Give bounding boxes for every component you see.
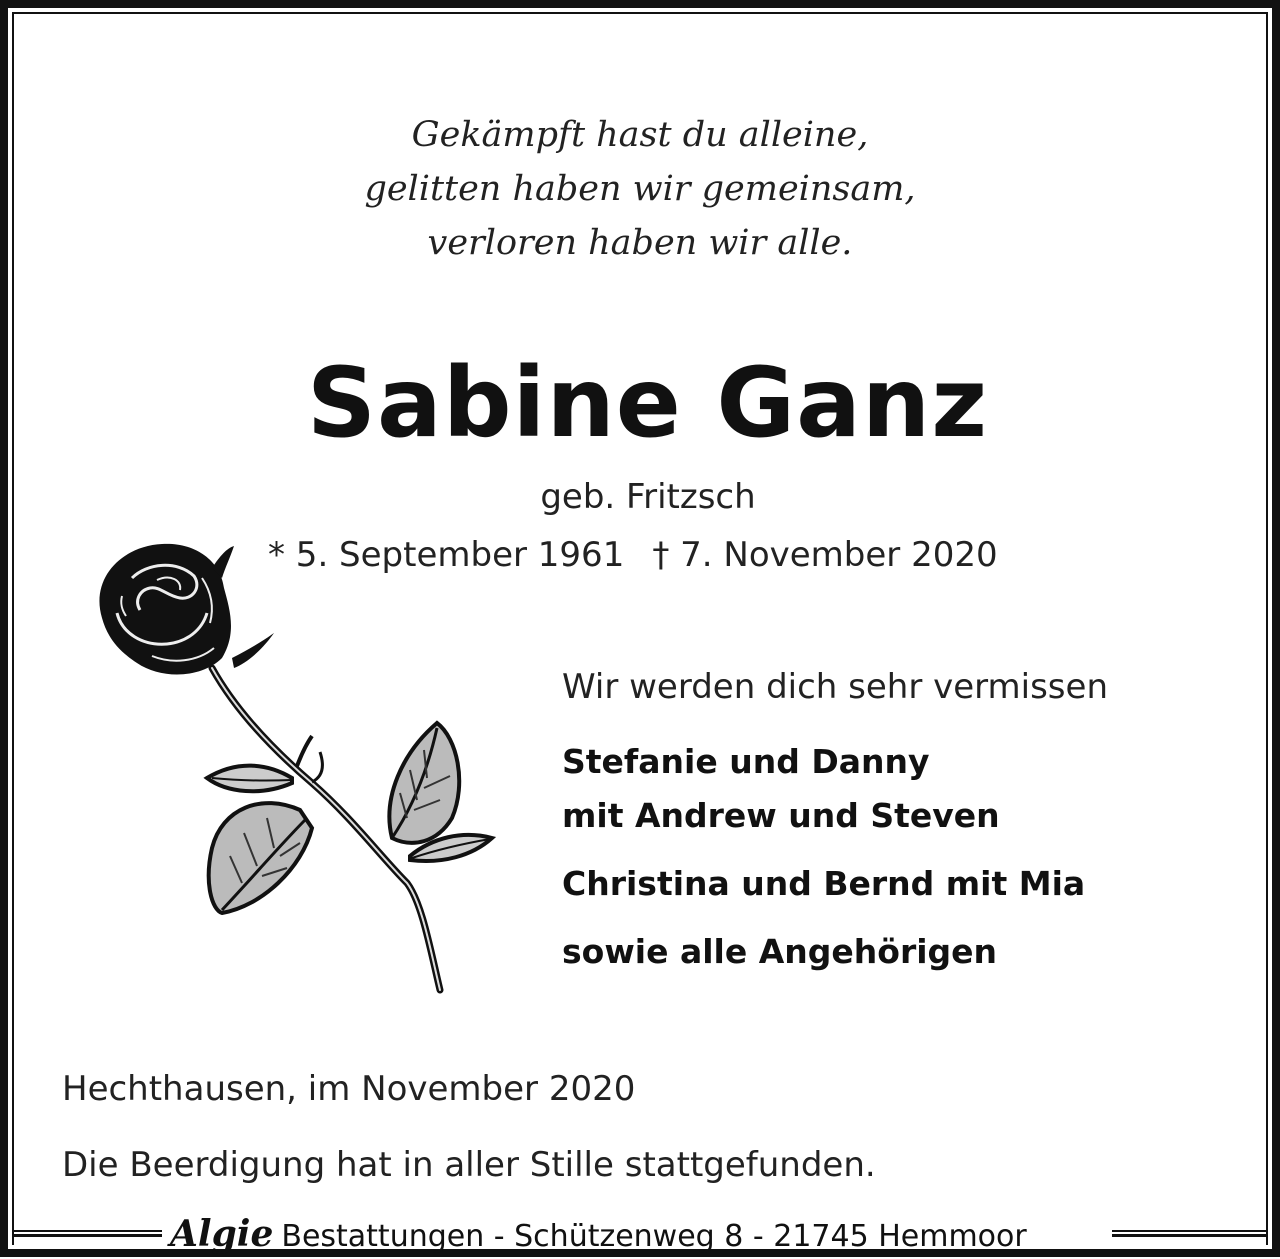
funeral-note: Die Beerdigung hat in aller Stille stattgefunden. [62,1145,876,1185]
deceased-name: Sabine Ganz [306,347,989,459]
poem [0,108,1280,270]
company-address: Bestattungen - Schützenweg 8 - 21745 Hemmoor [281,1219,1027,1254]
family-line-4: sowie alle Angehörigen [562,932,998,971]
footer-rule-left [12,1230,162,1237]
born-name: geb. Fritzsch [540,477,756,517]
death-date: † 7. November 2020 [652,535,998,575]
message: Wir werden dich sehr vermissen [562,667,1108,707]
footer-rule-right [1112,1230,1268,1237]
poem-line-3: verloren haben wir alle. [427,223,853,263]
footer [0,1212,1280,1257]
poem-line-2: gelitten haben wir gemeinsam, [364,169,916,209]
family-line-3: Christina und Bernd mit Mia [562,864,1086,903]
birth-date: * 5. September 1961 [268,535,625,575]
footer-text [170,1212,1027,1257]
family-line-2: mit Andrew und Steven [562,796,1000,835]
rose-icon [62,538,502,1000]
place-date: Hechthausen, im November 2020 [62,1069,636,1109]
poem-line-1: Gekämpft hast du alleine, [411,115,869,155]
company-logo: Algie [170,1213,274,1255]
family-line-1: Stefanie und Danny [562,742,930,781]
